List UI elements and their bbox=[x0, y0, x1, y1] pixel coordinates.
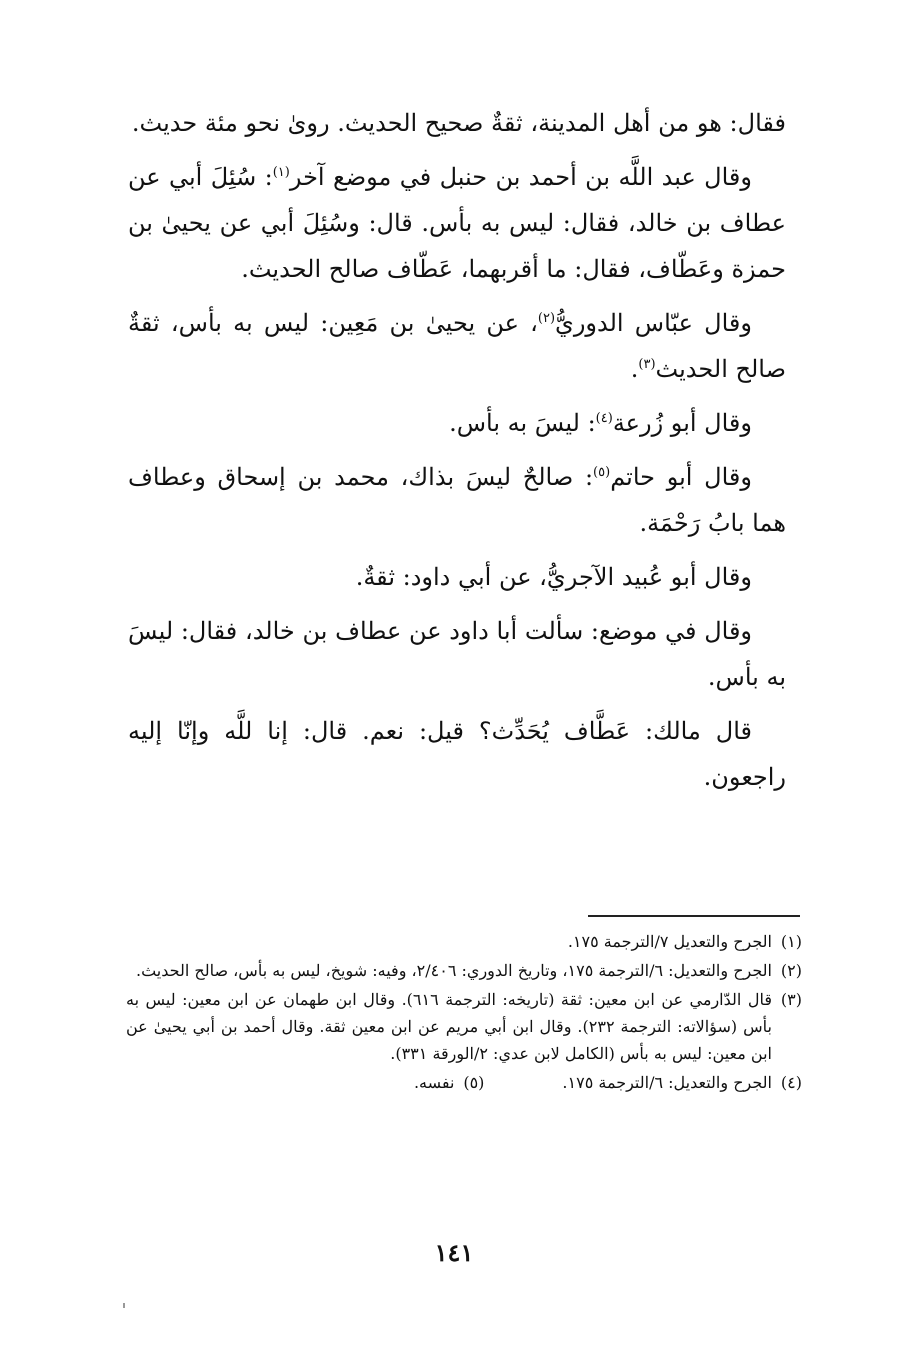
footnote-text: الجرح والتعديل ٧/الترجمة ١٧٥. bbox=[567, 932, 772, 951]
footnote-separator bbox=[588, 915, 800, 917]
scan-speck bbox=[123, 1303, 125, 1308]
footnotes bbox=[126, 928, 802, 1096]
paragraph-4-text-a: وقال أبو زُرعة bbox=[612, 409, 752, 437]
footnote-ref-5[interactable]: (٥) bbox=[593, 465, 611, 480]
paragraph-3-text-b: ، عن يحيىٰ بن مَعِين: ليس به بأس، ثقةٌ صالح الحديث bbox=[128, 309, 786, 383]
paragraph-2-text-b: : سُئِلَ أبي عن عطاف بن خالد، فقال: ليس به بأس. قال: وسُئِلَ أبي عن يحيىٰ بن حمزة وعَطّاف، فقال: ما أقربهما، عَطّاف صالح الحديث. bbox=[128, 163, 786, 283]
paragraph-6-text: وقال أبو عُبيد الآجريُّ، عن أبي داود: ثقةٌ. bbox=[355, 563, 752, 591]
paragraph-8 bbox=[128, 708, 786, 800]
footnote-number: (٢) bbox=[780, 961, 802, 980]
page-number: ١٤١ bbox=[434, 1238, 474, 1267]
paragraph-4 bbox=[128, 400, 786, 446]
paragraph-7-text: وقال في موضع: سألت أبا داود عن عطاف بن خالد، فقال: ليسَ به بأس. bbox=[128, 617, 786, 691]
footnote-ref-2[interactable]: (٢) bbox=[537, 311, 556, 326]
footnote-text: الجرح والتعديل: ٦/الترجمة ١٧٥. bbox=[562, 1073, 772, 1092]
footnote-text: الجرح والتعديل: ٦/الترجمة ١٧٥، وتاريخ الدوري: ٢/٤٠٦، وفيه: شويخ، ليس به بأس، صالح الحديث. bbox=[136, 961, 772, 980]
paragraph-5 bbox=[128, 454, 786, 546]
footnote-3 bbox=[126, 986, 802, 1067]
paragraph-3-text-a: وقال عبّاس الدوريُّ bbox=[555, 309, 752, 337]
footnote-1 bbox=[126, 928, 802, 955]
footnote-number: (٥) bbox=[463, 1073, 485, 1092]
footnote-2 bbox=[126, 957, 802, 984]
footnote-number: (٤) bbox=[780, 1073, 802, 1092]
footnote-number: (٣) bbox=[780, 990, 802, 1009]
paragraph-3-text-c: . bbox=[630, 355, 639, 383]
paragraph-7 bbox=[128, 608, 786, 700]
footnote-ref-4[interactable]: (٤) bbox=[595, 411, 613, 426]
paragraph-1 bbox=[128, 100, 786, 146]
paragraph-4-text-b: : ليسَ به بأس. bbox=[449, 409, 596, 437]
footnote-ref-1[interactable]: (١) bbox=[272, 165, 290, 180]
footnote-number: (١) bbox=[780, 932, 802, 951]
footnote-ref-3[interactable]: (٣) bbox=[638, 357, 656, 372]
paragraph-6 bbox=[128, 554, 786, 600]
main-text bbox=[128, 100, 786, 808]
paragraph-1-text: فقال: هو من أهل المدينة، ثقةٌ صحيح الحديث. روىٰ نحو مئة حديث. bbox=[131, 109, 786, 137]
footnote-row-4-5 bbox=[126, 1069, 802, 1096]
paragraph-3 bbox=[128, 300, 786, 392]
paragraph-2-text-a: وقال عبد اللَّه بن أحمد بن حنبل في موضع آخر bbox=[289, 163, 752, 191]
paragraph-5-text-b: : صالحٌ ليسَ بذاك، محمد بن إسحاق وعطاف هما بابُ رَحْمَة. bbox=[128, 463, 786, 537]
paragraph-8-text: قال مالك: عَطَّاف يُحَدِّث؟ قيل: نعم. قال: إنا للَّه وإنّا إليه راجعون. bbox=[128, 717, 786, 791]
paragraph-5-text-a: وقال أبو حاتم bbox=[610, 463, 752, 491]
footnote-5 bbox=[414, 1069, 484, 1096]
paragraph-2 bbox=[128, 154, 786, 292]
footnote-text: قال الدّارمي عن ابن معين: ثقة (تاريخه: الترجمة ٦١٦). وقال ابن طهمان عن ابن معين: ليس به بأس (سؤالاته: الترجمة ٢٣٢). وقال ابن أبي مريم عن ابن معين ثقة. وقال أحمد بن أبي يحيىٰ عن ابن معين: ليس به بأس (الكامل لابن عدي: ٢/الورقة ٣٣١). bbox=[126, 990, 772, 1063]
footnote-4 bbox=[562, 1069, 802, 1096]
footnote-text: نفسه. bbox=[413, 1073, 455, 1092]
